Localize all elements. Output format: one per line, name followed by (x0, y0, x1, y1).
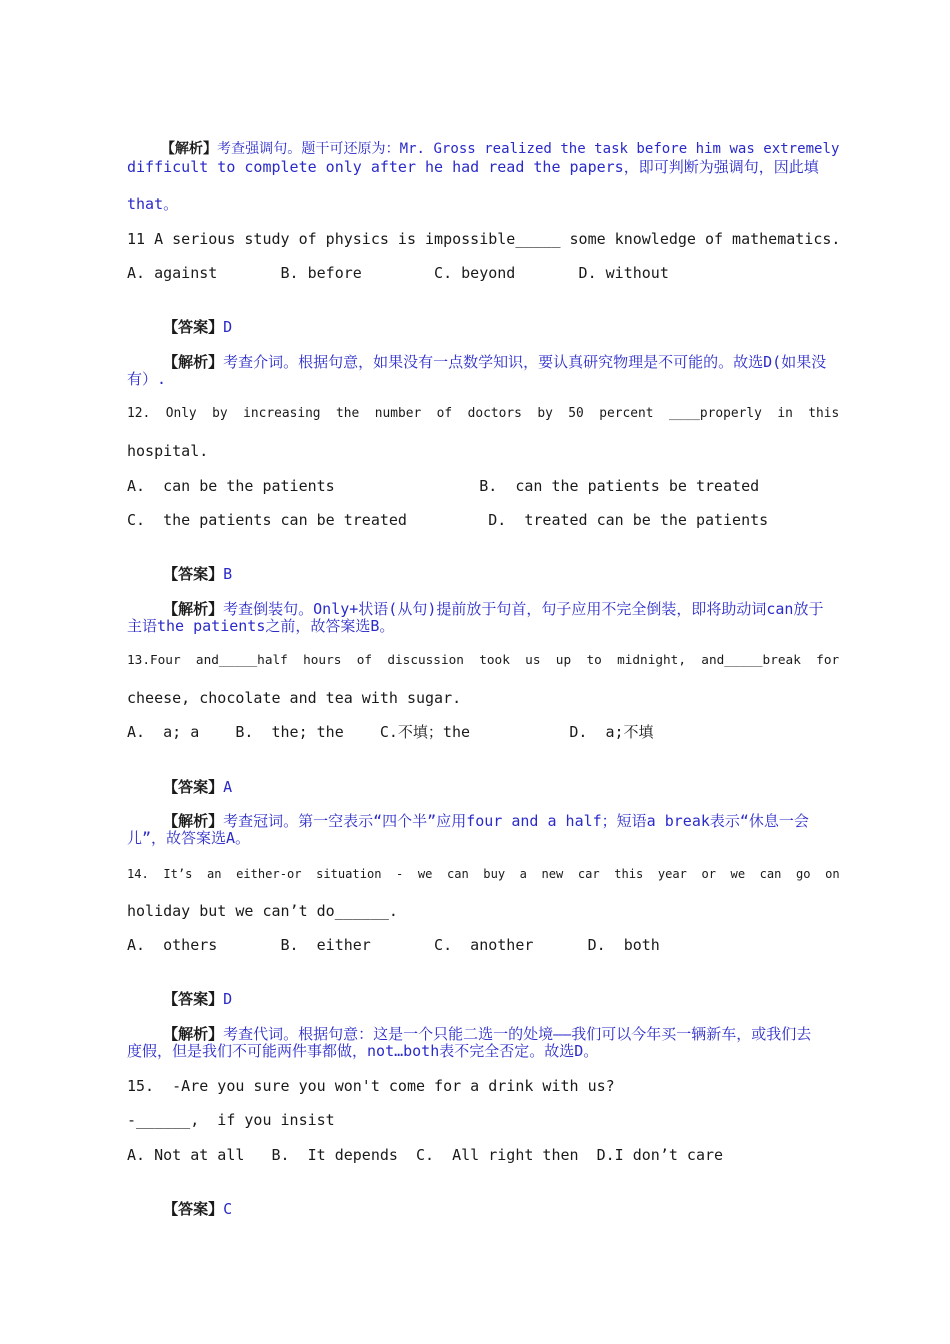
q13-options: A. a; a B. the; the C.不填；the D. a;不填 (127, 723, 654, 741)
answer-value: B (223, 565, 233, 583)
q15-options: A. Not at all B. It depends C. All right then D.I don’t care (127, 1146, 724, 1164)
analysis-tag: 【解析】 (163, 812, 224, 830)
q11-analysis-line-2: 有）. (127, 370, 167, 388)
analysis-text: 考查代词。根据句意：这是一个只能二选一的处境——我们可以今年买一辆新车，或我们去 (223, 1025, 812, 1043)
q14-stem-line-1: 14. It’s an either-or situation - we can buy a new car this year or we can go on (127, 867, 840, 881)
q14-analysis-line-2: 度假，但是我们不可能两件事都做，not…both表不完全否定。故选D。 (127, 1042, 599, 1060)
answer-tag: 【答案】 (163, 565, 224, 583)
q14-stem-line-2: holiday but we can’t do______. (127, 902, 398, 920)
analysis-tag: 【解析】 (160, 141, 218, 157)
analysis-tag: 【解析】 (163, 600, 224, 618)
analysis-text: 考查冠词。第一空表示“四个半”应用four and a half；短语a break表示“休息一会 (223, 812, 809, 830)
q12-stem-line-2: hospital. (127, 442, 209, 460)
analysis-tag: 【解析】 (163, 1025, 224, 1043)
q12-options-line-2: C. the patients can be treated D. treated can be the patients (127, 511, 769, 529)
analysis-text: 考查介词。根据句意，如果没有一点数学知识，要认真研究物理是不可能的。故选D(如果没 (223, 353, 827, 371)
answer-value: D (223, 318, 233, 336)
q12-options-line-1: A. can be the patients B. can the patients be treated (127, 477, 760, 495)
analysis-text: 考查倒装句。Only+状语(从句)提前放于句首，句子应用不完全倒装，即将助动词can放于 (223, 600, 824, 618)
q10-analysis-line-3: that。 (127, 195, 179, 213)
q13-stem-line-2: cheese, chocolate and tea with sugar. (127, 689, 462, 707)
q12-analysis-line-2: 主语the patients之前，故答案选B。 (127, 617, 395, 635)
answer-value: A (223, 778, 233, 796)
answer-tag: 【答案】 (163, 1200, 224, 1218)
q10-analysis-line-2: difficult to complete only after he had read the papers，即可判断为强调句，因此填 (127, 158, 819, 176)
answer-value: D (223, 990, 233, 1008)
answer-tag: 【答案】 (163, 778, 224, 796)
q15-answer (127, 1179, 232, 1239)
q11-analysis-line-1 (127, 332, 826, 392)
answer-value: C (223, 1200, 233, 1218)
q15-stem-line-2: -______, if you insist (127, 1111, 335, 1129)
analysis-text: 考查强调句。题干可还原为：Mr. Gross realized the task before him was extremely (217, 141, 840, 157)
q12-stem-line-1: 12. Only by increasing the number of doctors by 50 percent ____properly in this (127, 406, 840, 421)
q11-stem: 11 A serious study of physics is impossible_____ some knowledge of mathematics. (127, 230, 841, 248)
q14-options: A. others B. either C. another D. both (127, 936, 660, 954)
q11-options: A. against B. before C. beyond D. without (127, 264, 669, 282)
analysis-tag: 【解析】 (163, 353, 224, 371)
q13-stem-line-1: 13.Four and_____half hours of discussion took us up to midnight, and_____break for (127, 653, 840, 668)
q13-analysis-line-2: 儿”，故答案选A。 (127, 829, 251, 847)
answer-tag: 【答案】 (163, 990, 224, 1008)
q15-stem-line-1: 15. -Are you sure you won't come for a drink with us? (127, 1077, 615, 1095)
answer-tag: 【答案】 (163, 318, 224, 336)
